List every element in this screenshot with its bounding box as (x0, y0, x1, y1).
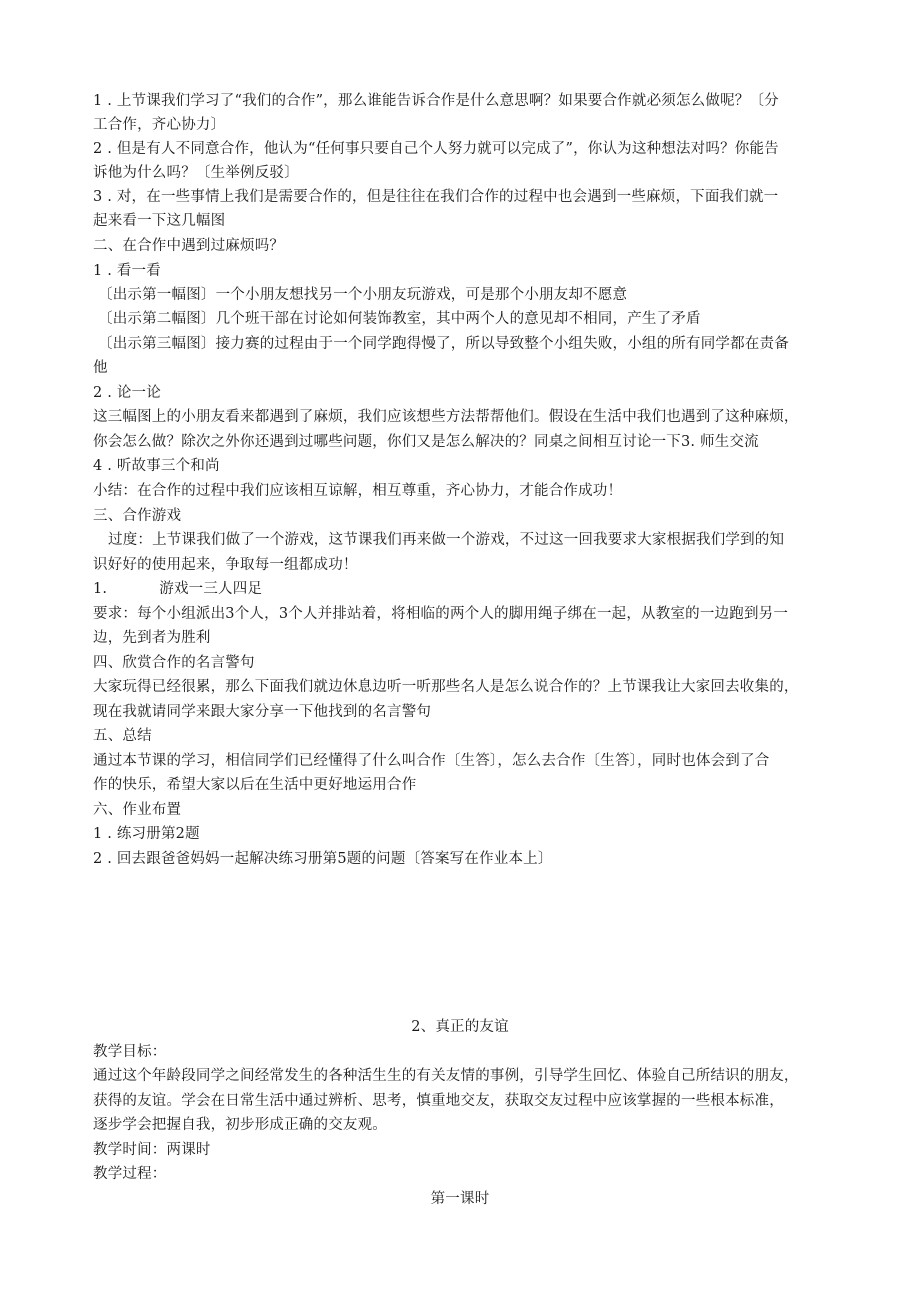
paragraph-line: 大家玩得已经很累，那么下面我们就边休息边听一听那些名人是怎么说合作的？上节课我让大家回去收集的， (93, 679, 799, 695)
paragraph-line (93, 580, 262, 598)
paragraph-line: 工合作，齐心协力〕 (93, 117, 226, 133)
paragraph-line: 1 . 练习册第2题 (93, 826, 200, 842)
paragraph-line: 2 . 论一论 (93, 385, 161, 401)
lesson-title: 2、真正的友谊 (411, 1019, 509, 1035)
paragraph-line: 通过本节课的学习，相信同学们已经懂得了什么叫合作〔生答〕，怎么去合作〔生答〕，同时也体会到了合 (93, 753, 770, 769)
paragraph-line: 3 . 对，在一些事情上我们是需要合作的，但是往往在我们合作的过程中也会遇到一些麻烦，下面我们就一 (93, 189, 779, 205)
paragraph-line: 1 . 上节课我们学习了“我们的合作”，那么谁能告诉合作是什么意思啊？如果要合作就必须怎么做呢？〔分 (93, 93, 779, 109)
paragraph-line: 要求：每个小组派出3个人，3个人并排站着，将相临的两个人的脚用绳子绑在一起，从教室的一边跑到另一 (93, 606, 789, 622)
paragraph-line: 2 . 回去跟爸爸妈妈一起解决练习册第5题的问题〔答案写在作业本上〕 (93, 851, 553, 867)
paragraph-line: 〔出示第二幅图〕几个班干部在讨论如何装饰教室，其中两个人的意见却不相同，产生了矛盾 (98, 311, 701, 327)
paragraph-line: 教学时间：两课时 (93, 1142, 211, 1158)
paragraph-line: 获得的友谊。学会在日常生活中通过辨析、思考，慎重地交友，获取交友过程中应该掌握的一些根本标准， (93, 1093, 784, 1109)
paragraph-line: 逐步学会把握自我，初步形成正确的交友观。 (93, 1117, 387, 1133)
section-heading: 六、作业布置 (93, 802, 182, 818)
section-heading: 三、合作游戏 (93, 508, 182, 524)
paragraph-line: 1 . 看一看 (93, 263, 161, 279)
paragraph-line: 起来看一下这几幅图 (93, 213, 226, 229)
paragraph-line: 诉他为什么吗？〔生举例反驳〕 (93, 165, 299, 181)
paragraph-line: 小结：在合作的过程中我们应该相互谅解，相互尊重，齐心协力，才能合作成功！ (93, 483, 623, 499)
paragraph-line: 4 . 听故事三个和尚 (93, 458, 220, 474)
paragraph-line: 通过这个年龄段同学之间经常发生的各种活生生的有关友情的事例，引导学生回忆、体验自己所结识的朋友， (93, 1068, 799, 1084)
paragraph-line: 他 (93, 360, 108, 376)
section-heading: 四、欣赏合作的名言警句 (93, 655, 255, 671)
paragraph-line: 你会怎么做？除次之外你还遇到过哪些问题，你们又是怎么解决的？同桌之间相互讨论一下3. 师生交流 (93, 434, 759, 450)
paragraph-line: 这三幅图上的小朋友看来都遇到了麻烦，我们应该想些方法帮帮他们。假设在生活中我们也遇到了这种麻烦， (93, 409, 799, 425)
paragraph-line: 边，先到者为胜利 (93, 630, 211, 646)
paragraph-line: 2 . 但是有人不同意合作，他认为“任何事只要自己个人努力就可以完成了”，你认为这种想法对吗？你能告 (93, 141, 779, 157)
paragraph-line: 现在我就请同学来跟大家分享一下他找到的名言警句 (93, 704, 432, 720)
section-heading: 五、总结 (93, 728, 152, 744)
paragraph-line: 〔出示第三幅图〕接力赛的过程由于一个同学跑得慢了，所以导致整个小组失败，小组的所有同学都在责备 (98, 336, 789, 352)
paragraph-line: 教学过程： (93, 1166, 167, 1182)
paragraph-line: 〔出示第一幅图〕一个小朋友想找另一个小朋友玩游戏，可是那个小朋友却不愿意 (98, 287, 628, 303)
paragraph-line: 教学目标： (93, 1044, 167, 1060)
section-heading: 二、在合作中遇到过麻烦吗？ (93, 238, 285, 254)
paragraph-line: 过度：上节课我们做了一个游戏，这节课我们再来做一个游戏，不过这一回我要求大家根据我们学到的知 (108, 532, 785, 548)
list-number: 1. (93, 581, 108, 597)
paragraph-line: 作的快乐，希望大家以后在生活中更好地运用合作 (93, 777, 417, 793)
list-item-text: 游戏一三人四足 (159, 581, 263, 597)
lesson-subtitle: 第一课时 (430, 1191, 490, 1207)
paragraph-line: 识好好的使用起来，争取每一组都成功！ (93, 557, 358, 573)
